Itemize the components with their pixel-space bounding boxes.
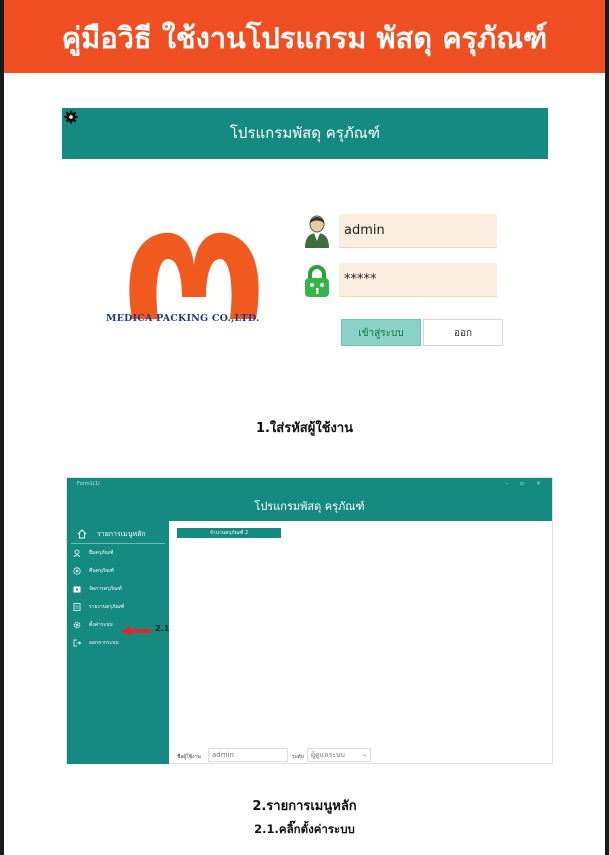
menu-header: [71, 525, 165, 544]
borrow-icon: [73, 549, 81, 557]
equipment-count-button[interactable]: จำนวนครุภัณฑ์ 2: [177, 528, 281, 538]
level-label: ระดับ: [292, 754, 304, 760]
page-title-banner: คู่มือวิธี ใช้งานโปรแกรม พัสดุ ครุภัณฑ์: [4, 0, 605, 73]
sidebar-item-label: คืนครุภัณฑ์: [89, 568, 114, 574]
main-menu-screenshot: [66, 477, 553, 764]
return-icon: [73, 567, 81, 575]
window-controls[interactable]: – ▫ ×: [505, 480, 546, 487]
logout-icon: [73, 639, 81, 647]
sidebar: [67, 521, 169, 764]
username-value-field[interactable]: admin: [208, 748, 288, 762]
caption-step-2-1: 2.1.คลิ๊กตั้งค่าระบบ: [254, 822, 355, 836]
login-header-title: โปรแกรมพัสดุ ครุภัณฑ์: [229, 124, 381, 142]
sidebar-item-label: จัดการครุภัณฑ์: [89, 586, 122, 592]
caption-step-1: 1.ใส่รหัสผู้ใช้งาน: [255, 421, 354, 436]
caption-step-2: 2.รายการเมนูหลัก: [252, 799, 357, 814]
level-value: ผู้ดูแลระบบ: [311, 751, 345, 759]
arrow-pointer-icon: [121, 626, 151, 636]
window-title: Form1(1): [77, 481, 100, 487]
menu-title: รายการเมนูหลัก: [97, 530, 146, 538]
app-header-title: โปรแกรมพัสดุ ครุภัณฑ์: [254, 500, 365, 513]
app-header: [67, 493, 552, 521]
user-icon: [303, 214, 331, 248]
manual-page: [4, 0, 605, 855]
manage-icon: [73, 585, 81, 593]
step-annotation: 2.1: [155, 624, 170, 633]
sidebar-item-label: ยืมครุภัณฑ์: [89, 550, 114, 556]
sidebar-item-label: ออกจากระบบ: [89, 640, 119, 646]
sidebar-item-label: ตั้งค่าระบบ: [89, 622, 113, 628]
password-field[interactable]: *****: [339, 263, 497, 297]
login-header: [62, 108, 548, 159]
login-screenshot: [62, 108, 548, 358]
sidebar-item-label: รายงานครุภัณฑ์: [89, 604, 125, 610]
level-select[interactable]: [307, 748, 371, 762]
gear-icon[interactable]: [64, 110, 78, 124]
exit-button[interactable]: ออก: [423, 319, 503, 346]
window-titlebar: [67, 478, 552, 493]
lock-icon: [304, 265, 330, 297]
home-icon: [77, 529, 87, 539]
gear-icon: [73, 621, 81, 629]
login-button[interactable]: เข้าสู่ระบบ: [341, 319, 421, 346]
logo-text: MEDICA PACKING CO.,LTD.: [106, 313, 260, 324]
report-icon: [73, 603, 81, 611]
username-field[interactable]: admin: [339, 214, 497, 248]
username-label: ชื่อผู้ใช้งาน: [177, 754, 201, 760]
chevron-down-icon: ⌄: [361, 751, 367, 758]
